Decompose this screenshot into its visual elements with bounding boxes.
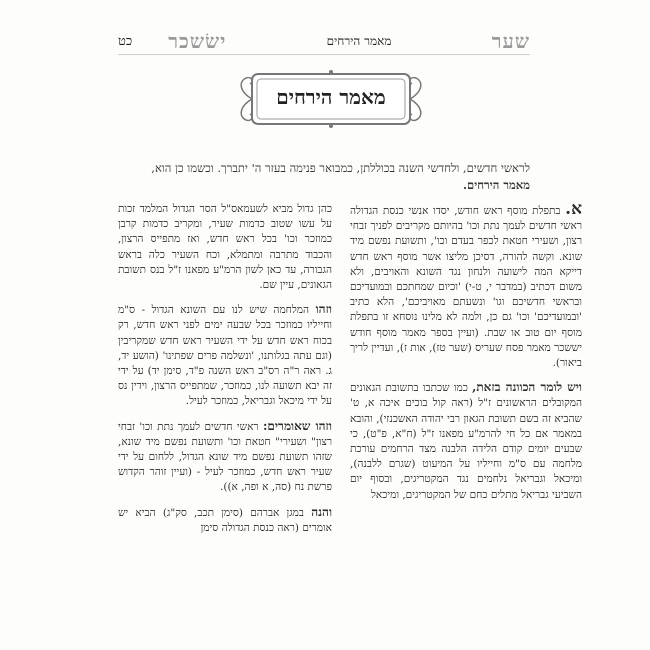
paragraph-4-lead: וזהו: [315, 302, 332, 317]
header-title-left: ישׂשכר: [168, 28, 227, 53]
intro-paragraph: [150, 160, 530, 194]
paragraph-2-text: כמו שכתבו בתשובת הגאונים המקובלים הראשונים ז"ל (ראה קול בוכים איכה א, ט' שהביא זה בשם תשובת הגאון רבי יהודה האשכנזי), והובא במאמר אם כל חי להרמ"ע מפאנו ז"ל (ח"א, פ"ט), כי שבעים יומים קודם הלידה הלבנה מצד הרחמים עורכת מלחמה עם ס"מ וחייליו על המיעוט (שגרם ללבנה), ומיכאל וגבריאל נלחמים נגד המקטריגים, ובסוף יום השביעי גבריאל מתלים כחם של המקטריגים, ומיכאל: [350, 382, 582, 501]
paragraph-6-text: במגן אברהם (סימן תכב, סק"ג) הביא יש אומרים (ראה כנסת הגדולה סימן: [118, 506, 332, 534]
section-letter: א.: [565, 199, 582, 219]
left-column: [118, 202, 332, 545]
paragraph-2-lead: ויש לומר הכוונה בזאת,: [472, 380, 582, 395]
header-left-group: [118, 29, 226, 54]
paragraph-6-lead: והנה: [311, 504, 333, 519]
paragraph-6: [118, 505, 332, 536]
paragraph-5: [118, 419, 332, 496]
paragraph-4-text: המלחמה שיש לנו עם השונא הגדול - ס"מ וחייליו כמוזכר בכל שבעה ימים לפני ראש חדש, רק בכוח ראש חדש על ידי השעיר ראש חדש שמקריבין (וגם עתה בגלותנו, 'ונשלמה פרים שפתינו' (הושע יד, ג. ראה ר"ה רס"ב ראש השנה פ"ד, סימן יד) על ידי זה יבא תשועה לנו, כמוזכר, שמתפייס הרצון, וידין נס על ידי מיכאל וגבריאל, כמוזכר לעיל.: [118, 304, 332, 408]
paragraph-5-text: ראשי חדשים לעמך נתת וכו' זבחי רצון" ושעירי" חטאת וכו' ותשועת נפשם מיד שונא, שזהו תשועת נפשם מיד שונא הגדול, ללחום על ידי שעיר ראש חדש, כמוזכר לעיל - (ועיין זוהר הקדוש פרשת נח (סה, א ופה, א)).: [118, 420, 332, 494]
header-title: [492, 29, 530, 54]
header-section-title: מאמר הירחים: [326, 33, 392, 48]
paragraph-4: [118, 302, 332, 409]
paragraph-3: כהן גדול מביא לשעמאס"ל הסר הגדול המלמד זכות על עשו שטוב כדמות שעיר, ומקריב כדמות קרבן כמוזכר וכו' בכל ראש חדש, ואז מתפייס הרצון, והכבוד מתרבה ומתמלא, וכח השעיר כלה בראש הגבורה, עד כאן לשון הרמ"ע מפאנו ז"ל בנס תשובת הגאונים, עיין שם.: [118, 203, 332, 292]
intro-text: לראשי חדשים, ולחדשי השנה בכוללתן, כמבואר פנימה בעזר ה' יתברך. וכשמו כן הוא,: [151, 161, 530, 175]
running-header: [118, 28, 530, 55]
paragraph-5-lead: וזהו שאומרים:: [262, 418, 332, 433]
chapter-banner: [236, 68, 426, 130]
paragraph-1: [350, 199, 582, 371]
header-title-right: שער: [491, 28, 530, 53]
paragraph-2: [350, 380, 582, 503]
intro-bold: מאמר הירחים.: [463, 178, 530, 192]
paragraph-1-text: בתפלת מוסף ראש חודש, יסדו אנשי כנסת הגדולה ראשי חדשים לעמך נתת וכו' בהיותם מקריבים לפניך זבחי רצון, ושעירי חטאת לכפר בעדם וכו', ותשועת נפשם מיד שונא. וקשה להורה, דסיכן מליצו אשר מוסף ראש חדש דייקא המה לישועה ולנחון נגד השונא והאויבים, ולא משום דכתיב (במדבר י, ט-י) 'וכיום שמחתכם ובמועדיכם ובראשי חדשיכם וגו' ונשעתם מאויביכם', הלא כתיב 'ובמועדיכם' וכו' גם כן, ולמה לא מלינו נוסחא זו בתפלת מוסף יום טוב או שבת. (ועיין בספר מאמר מוסף חודש יששכר מאמר פסח שעריס (שער טז), אות ז), ועדיין לריך ביאור).: [350, 205, 582, 370]
page-number: כט: [118, 34, 133, 49]
chapter-title: מאמר הירחים: [276, 85, 386, 109]
right-column: [350, 199, 582, 512]
